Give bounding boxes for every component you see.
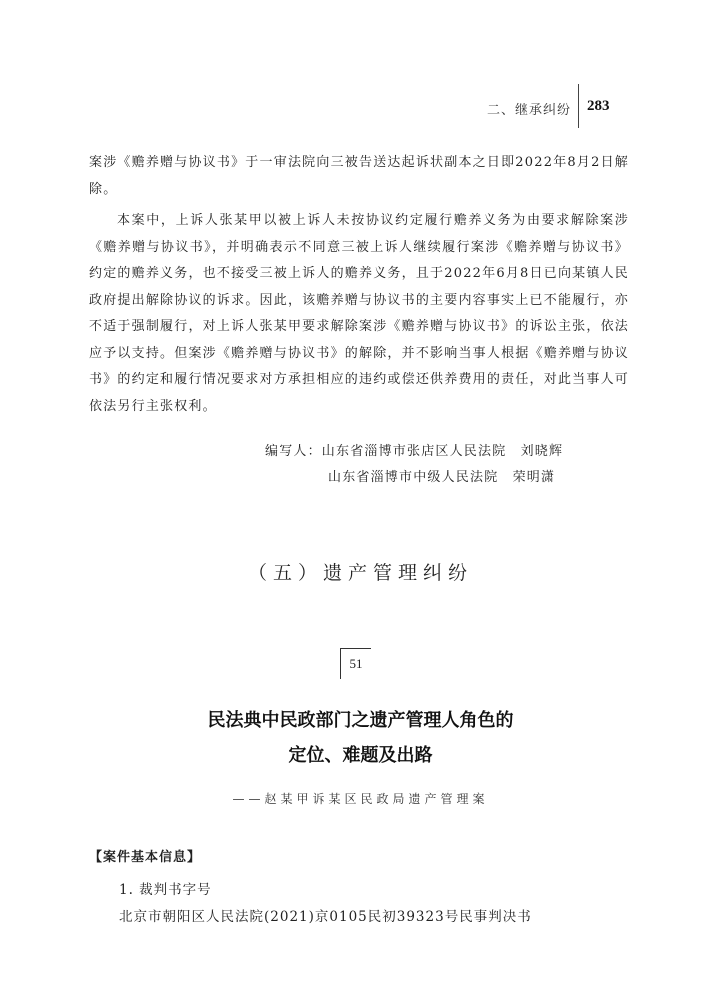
body-paragraph: 本案中，上诉人张某甲以被上诉人未按协议约定履行赡养义务为由要求解除案涉《赡养赠与协议书》，并明确表示不同意三被上诉人继续履行案涉《赡养赠与协议书》约定的赡养义务，也不接受三被上诉人的赡养义务，且于2022年6月8日已向某镇人民政府提出解除协议的诉求。因此，该赡养赠与协议书的主要内容事实上已不能履行，亦不适于强制履行，对上诉人张某甲要求解除案涉《赡养赠与协议书》的诉讼主张，依法应予以支持。但案涉《赡养赠与协议书》的解除，并不影响当事人根据《赡养赠与协议书》的约定和履行情况要求对方承担相应的违约或偿还供养费用的责任，对此当事人可依法另行主张权利。 [89, 213, 629, 414]
body-paragraph: 案涉《赡养赠与协议书》于一审法院向三被告送达起诉状副本之日即2022年8月2日解除。 [89, 155, 629, 197]
case-number: 51 [349, 656, 363, 671]
case-title-line: 定位、难题及出路 [288, 745, 433, 766]
author-line: 编写人：山东省淄博市张店区人民法院 刘晓辉 [265, 444, 564, 459]
running-header-section: 二、继承纠纷 [486, 103, 571, 118]
case-number-badge [340, 648, 371, 679]
header-divider [578, 84, 579, 128]
case-subtitle: ——赵某甲诉某区民政局遗产管理案 [232, 792, 489, 806]
author-line: 山东省淄博市中级人民法院 荣明潇 [328, 470, 556, 485]
info-item-value: 北京市朝阳区人民法院(2021)京0105民初39323号民事判决书 [119, 909, 532, 925]
case-info-heading: 【案件基本信息】 [89, 850, 202, 865]
info-item-label: 1. 裁判书字号 [119, 882, 212, 898]
case-title-line: 民法典中民政部门之遗产管理人角色的 [207, 710, 514, 731]
section-title: （五）遗产管理纠纷 [247, 562, 473, 584]
page-number: 283 [587, 98, 610, 114]
